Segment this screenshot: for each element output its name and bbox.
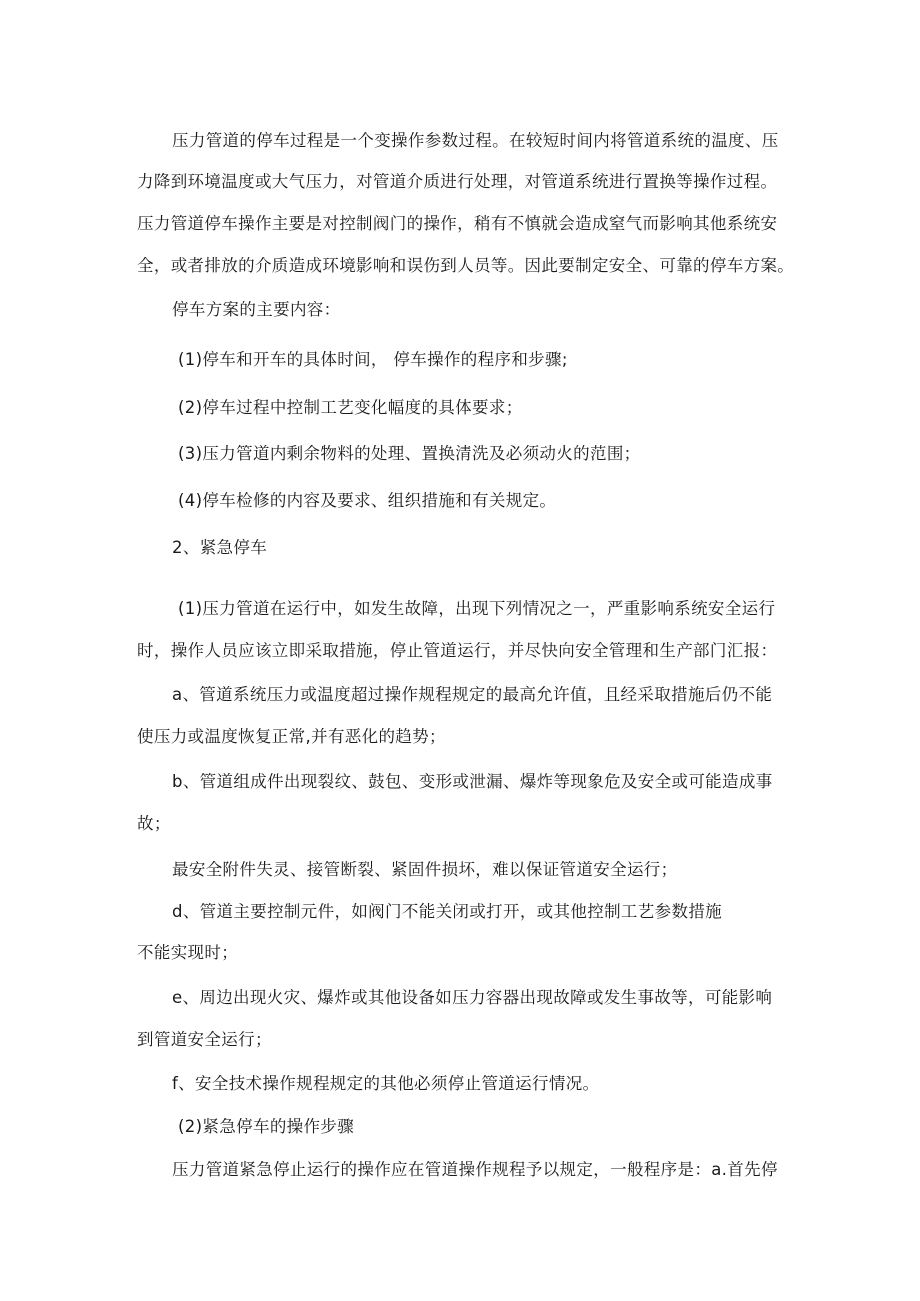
paragraph-line: d、管道主要控制元件，如阀门不能关闭或打开，或其他控制工艺参数措施 xyxy=(172,902,723,921)
paragraph-line: e、周边出现火灾、爆炸或其他设备如压力容器出现故障或发生事故等，可能影响 xyxy=(172,988,773,1007)
section-heading: 2、紧急停车 xyxy=(172,538,268,557)
section-heading: (2)紧急停车的操作步骤 xyxy=(178,1117,355,1136)
paragraph-line: 不能实现时； xyxy=(137,943,239,962)
section-heading: 停车方案的主要内容： xyxy=(172,300,341,319)
paragraph-line: a、管道系统压力或温度超过操作规程规定的最高允许值，且经采取措施后仍不能 xyxy=(172,685,773,704)
paragraph-line: 使压力或温度恢复正常,并有恶化的趋势； xyxy=(137,727,446,746)
paragraph-line: 压力管道停车操作主要是对控制阀门的操作，稍有不慎就会造成窒气而影响其他系统安 xyxy=(137,214,778,233)
list-item: (4)停车检修的内容及要求、组织措施和有关规定。 xyxy=(178,491,557,510)
paragraph-line: 最安全附件失灵、接管断裂、紧固件损坏，难以保证管道安全运行； xyxy=(172,860,678,879)
paragraph-line: b、管道组成件出现裂纹、鼓包、变形或泄漏、爆炸等现象危及安全或可能造成事 xyxy=(172,772,773,791)
paragraph-line: 力降到环境温度或大气压力，对管道介质进行处理，对管道系统进行置换等操作过程。 xyxy=(137,172,778,191)
paragraph-line: f、安全技术操作规程规定的其他必须停止管道运行情况。 xyxy=(172,1074,600,1093)
list-item: (2)停车过程中控制工艺变化幅度的具体要求； xyxy=(178,398,523,417)
paragraph-line: 故； xyxy=(137,814,171,833)
paragraph-line: 到管道安全运行； xyxy=(137,1030,272,1049)
list-item: (1)停车和开车的具体时间， 停车操作的程序和步骤; xyxy=(178,350,568,369)
paragraph-line: (1)压力管道在运行中，如发生故障，出现下列情况之一，严重影响系统安全运行 xyxy=(178,599,776,618)
paragraph-line: 压力管道紧急停止运行的操作应在管道操作规程予以规定，一般程序是：a.首先停 xyxy=(172,1160,778,1179)
paragraph-line: 压力管道的停车过程是一个变操作参数过程。在较短时间内将管道系统的温度、压 xyxy=(172,131,779,150)
list-item: (3)压力管道内剩余物料的处理、置换清洗及必须动火的范围； xyxy=(178,444,641,463)
paragraph-line: 全，或者排放的介质造成环境影响和误伤到人员等。因此要制定安全、可靠的停车方案。 xyxy=(137,256,795,275)
paragraph-line: 时，操作人员应该立即采取措施，停止管道运行，并尽快向安全管理和生产部门汇报： xyxy=(137,641,778,660)
